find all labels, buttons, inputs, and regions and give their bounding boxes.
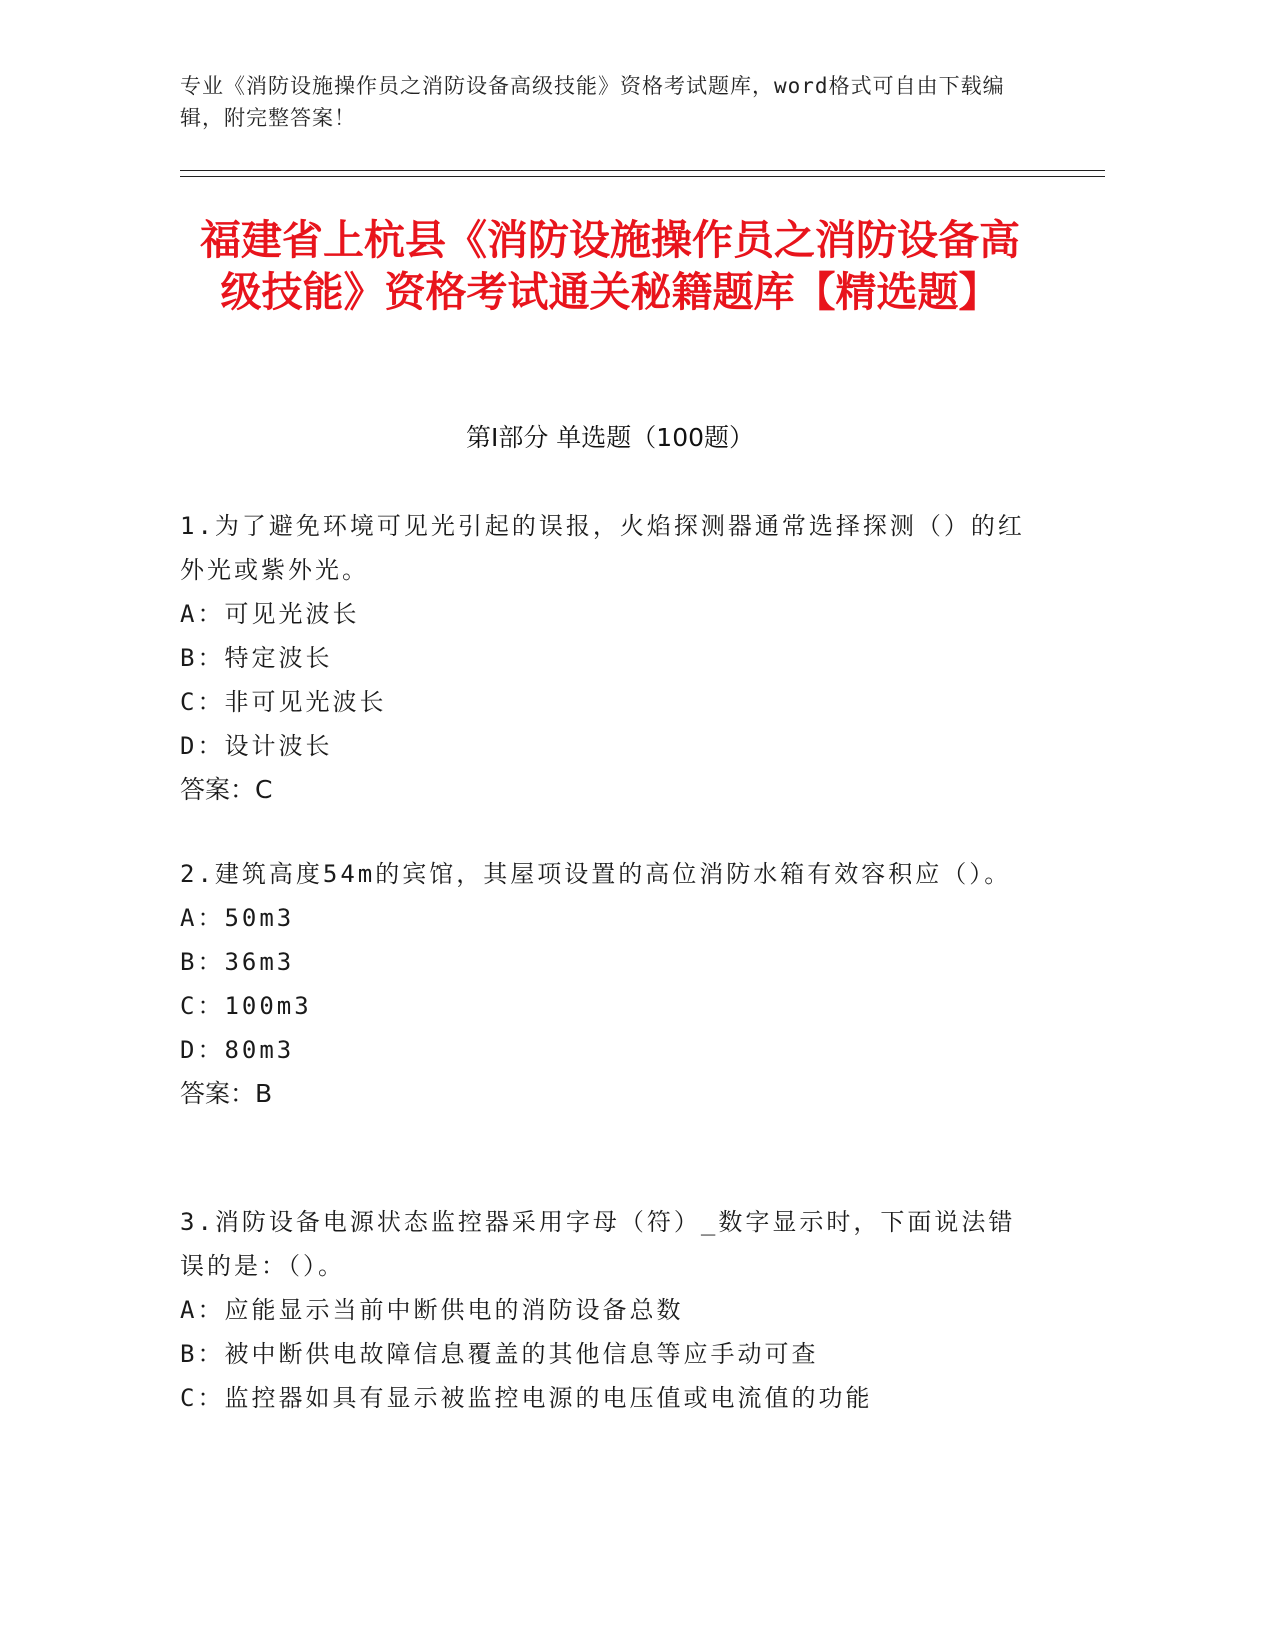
option-d: D：设计波长	[180, 732, 333, 760]
option-a: A：可见光波长	[180, 600, 360, 628]
header-divider-top	[180, 170, 1105, 171]
answer: 答案：C	[180, 775, 273, 804]
answer: 答案：B	[180, 1079, 273, 1108]
option-c: C：100m3	[180, 992, 312, 1020]
option-d: D：80m3	[180, 1036, 295, 1064]
question-stem: 1.为了避免环境可见光引起的误报，火焰探测器通常选择探测（）的红外光或紫外光。	[180, 512, 1025, 584]
header-divider-bottom	[180, 176, 1105, 177]
option-b: B：被中断供电故障信息覆盖的其他信息等应手动可查	[180, 1340, 819, 1368]
question-3	[180, 1200, 1040, 1420]
option-a: A：50m3	[180, 904, 295, 932]
question-stem: 2.建筑高度54m的宾馆，其屋项设置的高位消防水箱有效容积应（）。	[180, 860, 1012, 888]
option-c: C：非可见光波长	[180, 688, 387, 716]
section-heading: 第Ⅰ部分 单选题（100题）	[465, 423, 755, 452]
option-c: C：监控器如具有显示被监控电源的电压值或电流值的功能	[180, 1384, 873, 1412]
question-stem: 3.消防设备电源状态监控器采用字母（符）_数字显示时，下面说法错误的是：（）。	[180, 1208, 1016, 1280]
question-1	[180, 504, 1040, 812]
header-note: 专业《消防设施操作员之消防设备高级技能》资格考试题库，word格式可自由下载编辑，附完整答案！	[180, 74, 1005, 130]
option-b: B：36m3	[180, 948, 295, 976]
option-b: B：特定波长	[180, 644, 333, 672]
question-2	[180, 852, 1040, 1116]
option-a: A：应能显示当前中断供电的消防设备总数	[180, 1296, 684, 1324]
document-title: 福建省上杭县《消防设施操作员之消防设备高级技能》资格考试通关秘籍题库【精选题】	[200, 216, 1020, 316]
